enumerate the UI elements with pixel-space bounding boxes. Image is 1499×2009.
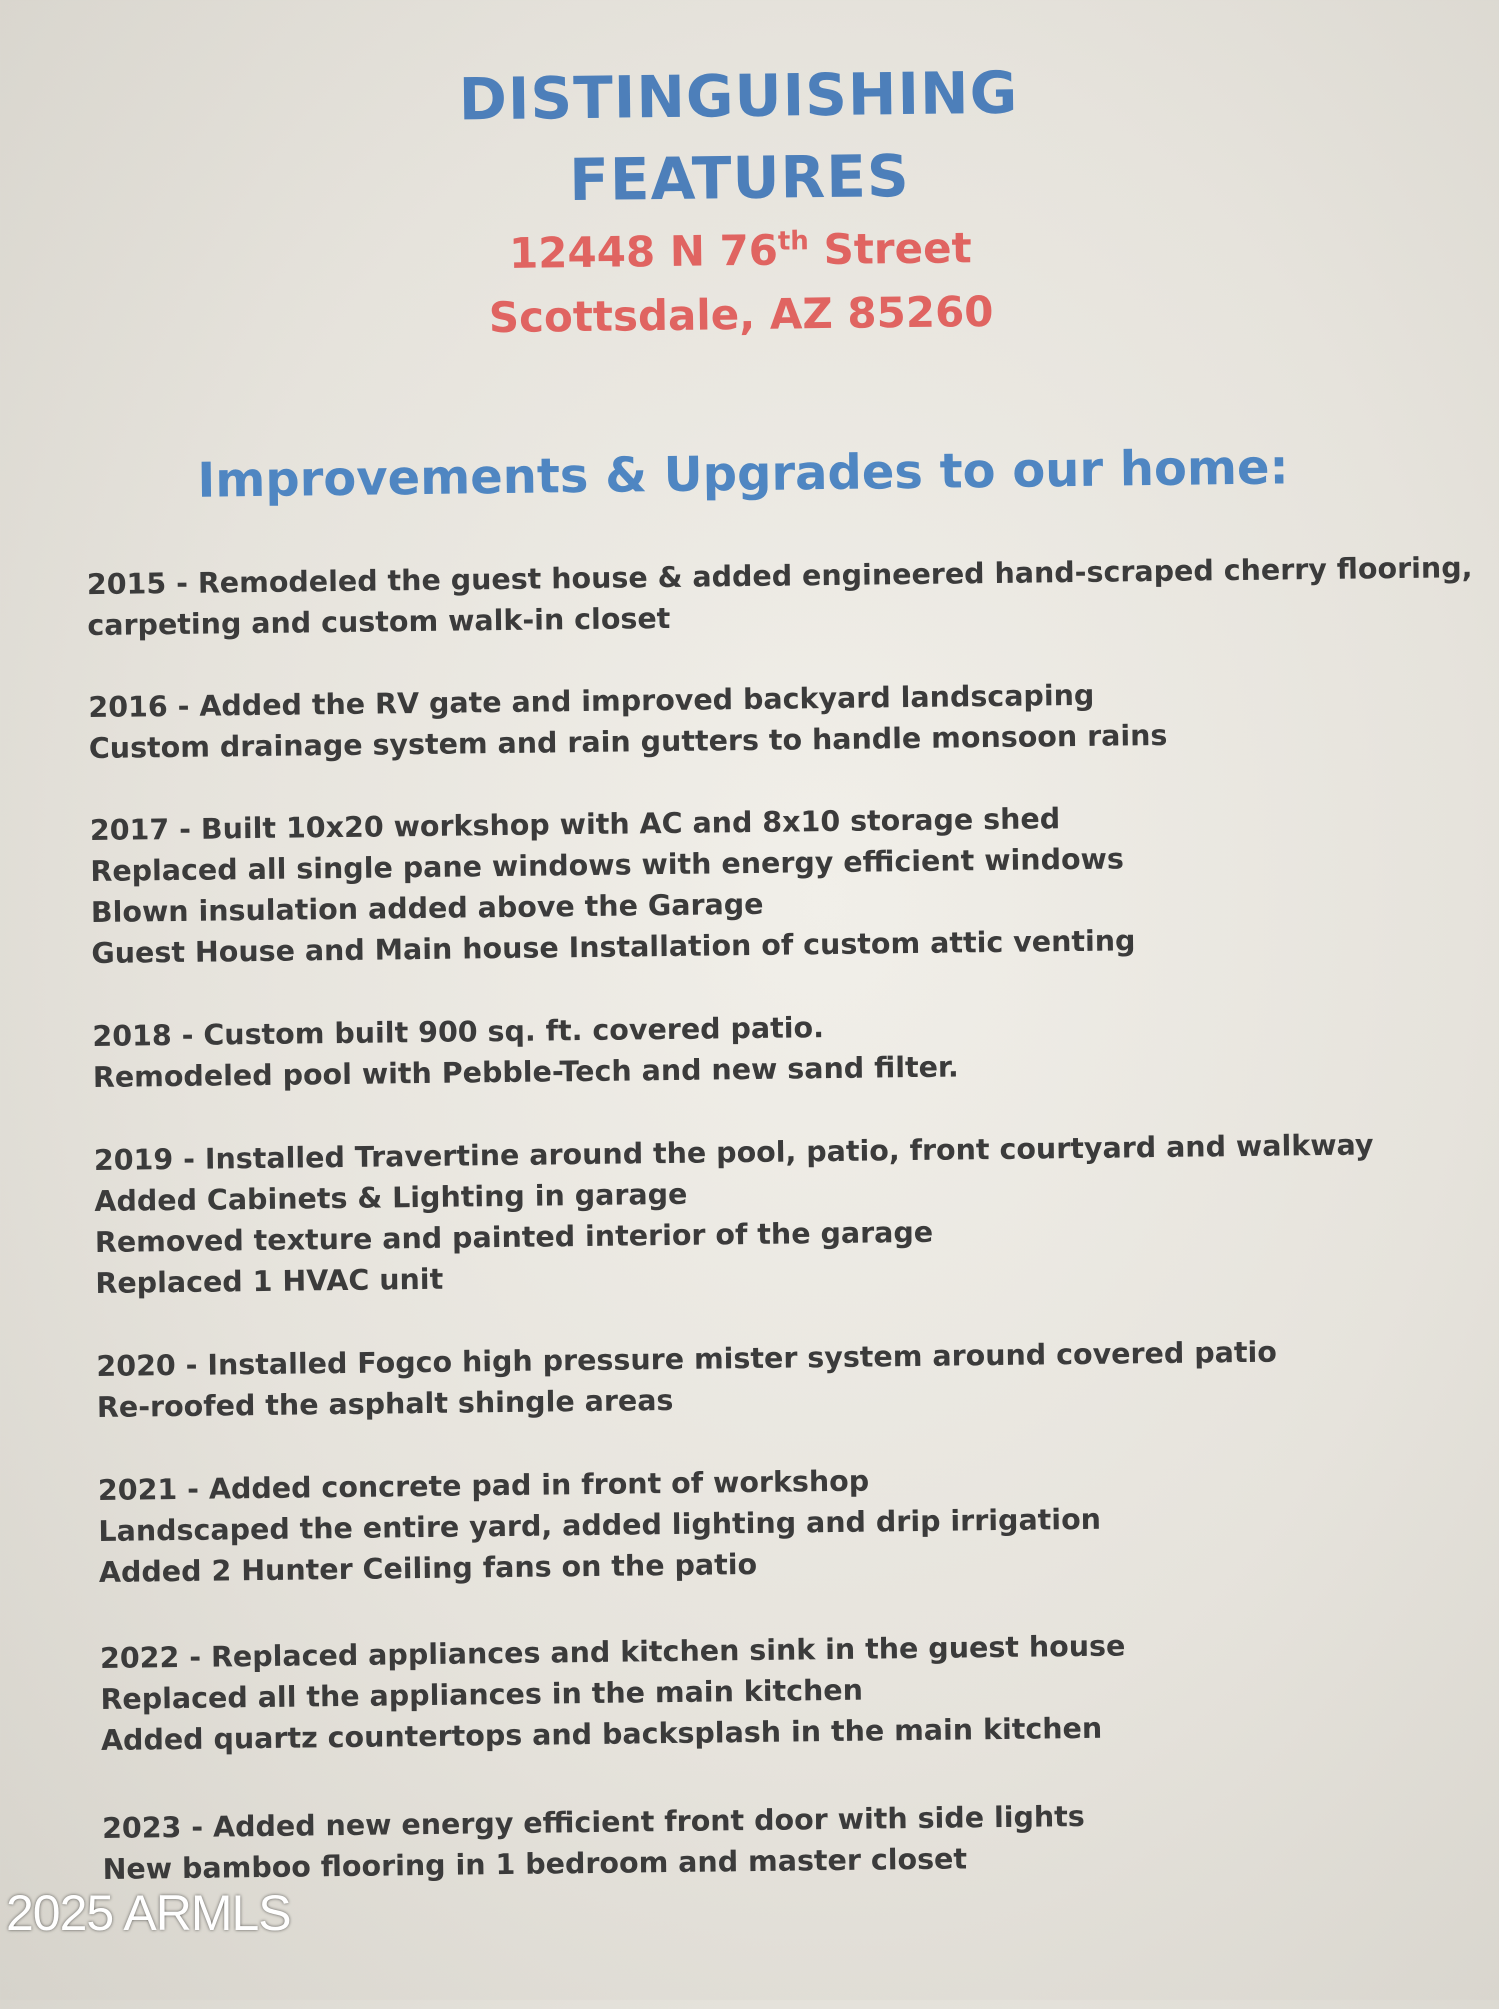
entry-line: 2016 - Added the RV gate and improved backyard landscaping (88, 678, 1095, 725)
entry-2016 (88, 670, 1449, 769)
entry-line: 2021 - Added concrete pad in front of workshop (97, 1464, 870, 1507)
title-line-1: DISTINGUISHING (458, 58, 1019, 134)
copyright-watermark: 2025 ARMLS (6, 1885, 291, 1941)
entry-line: 2023 - Added new energy efficient front door with side lights (101, 1799, 1085, 1845)
address-city: Scottsdale, AZ 85260 (488, 286, 994, 343)
entry-line: Added quartz countertops and backsplash in the main kitchen (100, 1711, 1103, 1757)
address-number: 12448 N 76 (508, 225, 779, 278)
entry-line: Added 2 Hunter Ceiling fans on the patio (98, 1547, 758, 1589)
entry-line: Added Cabinets & Lighting in garage (94, 1177, 688, 1219)
entry-line: Guest House and Main house Installation of custom attic venting (91, 924, 1136, 971)
entry-line: Replaced 1 HVAC unit (95, 1262, 444, 1301)
entry-2021 (98, 1453, 1459, 1593)
entry-2018 (92, 999, 1453, 1098)
entry-line: 2017 - Built 10x20 workshop with AC and 8x10 storage shed (89, 802, 1061, 848)
entry-line: carpeting and custom walk-in closet (87, 601, 671, 643)
entry-line: Replaced all single pane windows with energy efficient windows (90, 842, 1125, 889)
entry-line: 2015 - Remodeled the guest house & added engineered hand-scraped cherry flooring, (86, 551, 1473, 602)
entry-line: Custom drainage system and rain gutters to handle monsoon rains (88, 718, 1168, 766)
entry-line: 2018 - Custom built 900 sq. ft. covered patio. (92, 1011, 825, 1054)
entry-2019 (94, 1123, 1456, 1304)
entry-2015 (86, 547, 1473, 646)
entry-line: Remodeled pool with Pebble-Tech and new sand filter. (92, 1050, 959, 1095)
entry-2023 (102, 1791, 1463, 1890)
entry-line: Removed texture and painted interior of the garage (94, 1215, 934, 1260)
entry-line: 2022 - Replaced appliances and kitchen sink in the guest house (99, 1629, 1126, 1675)
entry-2022 (100, 1621, 1461, 1761)
section-subtitle: Improvements & Upgrades to our home: (197, 439, 1290, 509)
entry-line: 2019 - Installed Travertine around the pool, patio, front courtyard and walkway (93, 1128, 1374, 1178)
address-street-name: Street (808, 223, 972, 275)
entry-2017 (90, 793, 1452, 974)
entry-line: New bamboo flooring in 1 bedroom and master closet (102, 1842, 968, 1886)
entry-line: Replaced all the appliances in the main kitchen (100, 1673, 864, 1716)
entry-line: Blown insulation added above the Garage (90, 887, 764, 930)
entry-line: Re-roofed the asphalt shingle areas (96, 1383, 674, 1425)
address-ordinal-suffix: th (777, 226, 810, 257)
entry-2020 (96, 1329, 1457, 1428)
title-line-2: FEATURES (568, 141, 911, 215)
entry-line: Landscaped the entire yard, added lighting and drip irrigation (98, 1502, 1102, 1548)
entry-line: 2020 - Installed Fogco high pressure mister system around covered patio (96, 1335, 1278, 1384)
address-street (0, 217, 1490, 284)
